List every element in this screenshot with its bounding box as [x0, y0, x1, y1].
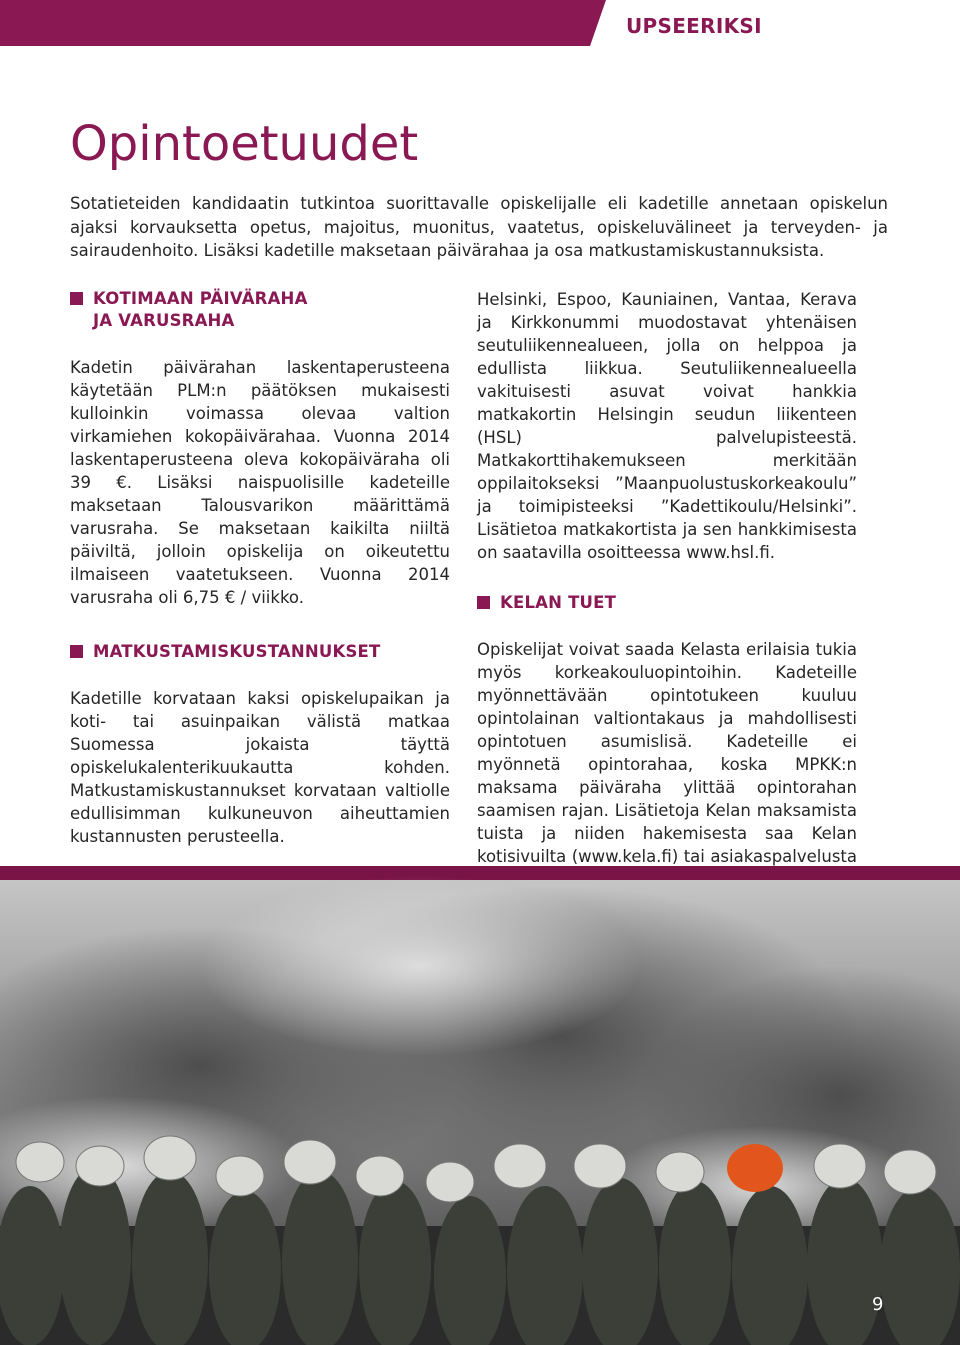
header-bar: [0, 0, 606, 46]
bullet-square-icon: [477, 596, 490, 609]
left-column: [70, 288, 450, 848]
hsl-body: Helsinki, Espoo, Kauniainen, Vantaa, Kerava ja Kirkkonummi muodostavat yhtenäisen seutuliikennealueen, jolla on helppoa ja edullista liikkua. Seutuliikennealueella vakituisesti asuvat voivat hankkia matkakortin Helsingin seudun liikenteen (HSL) palvelupisteestä. Matkakorttihakemukseen merkitään oppilaitokseksi ”Maanpuolustuskorkeakoulu” ja toimipisteeksi ”Kadettikoulu/Helsinki”. Lisätietoa matkakortista ja sen hankkimisesta on saatavilla osoitteessa www.hsl.fi.: [477, 290, 857, 562]
heading-paivaraha-text: KOTIMAAN PÄIVÄRAHA JA VARUSRAHA: [93, 289, 308, 330]
heading-matkustamis-text: MATKUSTAMISKUSTANNUKSET: [93, 642, 381, 661]
page-number: 9: [872, 1294, 884, 1315]
paivaraha-body: Kadetin päivärahan laskentaperusteena käytetään PLM:n päätöksen mukaisesti kulloinkin voimassa olevaa valtion virkamiehen kokopäivärahaa. Vuonna 2014 laskentaperusteena oleva kokopäiväraha oli 39 €. Lisäksi naispuolisille kadeteille maksetaan Talousvarikon määrittämä varusraha. Se maksetaan kaikilta niiltä päiviltä, jolloin opiskelija on oikeutettu ilmaiseen vaatetukseen. Vuonna 2014 varusraha oli 6,75 € / viikko.: [70, 358, 450, 607]
heading-matkustamis: [70, 641, 450, 663]
kela-body: Opiskelijat voivat saada Kelasta erilaisia tukia myös korkeakouluopintoihin. Kadeteille myönnettävään opintotukeen kuuluu opintolainan valtiontakaus ja mahdollisesti opintotuen asumislisä. Kadeteille ei myönnetä opintorahaa, koska MPKK:n maksama päiväraha ylittää opintorahan saamisen rajan. Lisätietoja Kelan maksamista tuista ja niiden hakemisesta saa Kelan kotisivuilta (www.kela.fi) tai asiakaspalvelusta: [477, 640, 857, 866]
page-title: Opintoetuudet: [70, 116, 419, 172]
heading-paivaraha: [70, 288, 450, 332]
matkustamis-body: Kadetille korvataan kaksi opiskelupaikan ja koti- tai asuinpaikan välistä matkaa Suomessa jokaista täyttä opiskelukalenterikuukautta kohden. Matkustamiskustannukset korvataan valtiolle edullisimman kulkuneuvon aiheuttamien kustannusten perusteella.: [70, 689, 450, 846]
heading-kela: [477, 592, 857, 614]
section-tag: UPSEERIKSI: [626, 14, 762, 38]
heading-kela-text: KELAN TUET: [500, 593, 617, 612]
soldiers-explosion-photo: [0, 866, 960, 1345]
bullet-square-icon: [70, 292, 83, 305]
right-column: [477, 288, 857, 891]
bullet-square-icon: [70, 645, 83, 658]
intro-paragraph: Sotatieteiden kandidaatin tutkintoa suorittavalle opiskelijalle eli kadetille annetaan opiskelun ajaksi korvauksetta opetus, majoitus, muonitus, vaatetus, opiskeluvälineet ja terveyden- ja sairaudenhoito. Lisäksi kadetille maksetaan päivärahaa ja osa matkustamiskustannuksista.: [70, 194, 888, 260]
